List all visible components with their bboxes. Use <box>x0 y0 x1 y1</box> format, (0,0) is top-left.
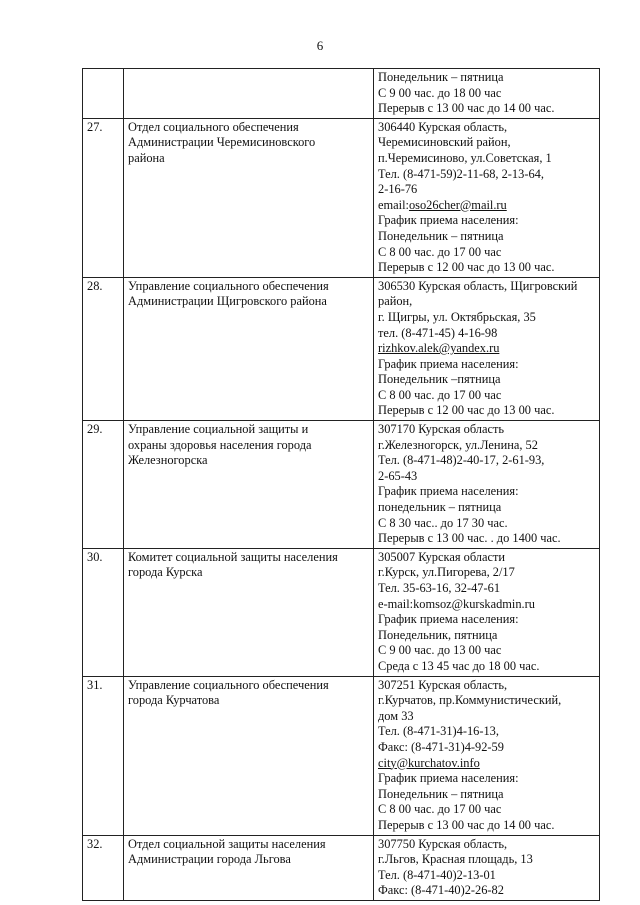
detail-line: Тел. 35-63-16, 32-47-61 <box>378 581 501 595</box>
detail-line: Тел. (8-471-31)4-16-13, <box>378 724 499 739</box>
detail-line: Факс: (8-471-31)4-92-59 <box>378 739 504 754</box>
detail-line: Тел. (8-471-48)2-40-17, 2-61-93, <box>378 453 545 468</box>
table-row <box>83 421 600 549</box>
table-row <box>83 548 600 676</box>
detail-line: г.Льгов, Красная площадь, 13 <box>378 852 533 867</box>
detail-line: 307750 Курская область, <box>378 836 508 851</box>
contact-details <box>374 69 600 119</box>
organization-name <box>124 118 374 277</box>
organization-name-line: Железногорска <box>128 453 208 468</box>
row-number: 32. <box>83 835 124 900</box>
detail-line: 2-65-43 <box>378 468 418 483</box>
detail-line: Факс: (8-471-40)2-26-82 <box>378 883 504 898</box>
organization-name <box>124 277 374 420</box>
organization-name-line: Управление социального обеспечения <box>128 677 329 692</box>
table-row <box>83 835 600 900</box>
contact-details <box>374 118 600 277</box>
detail-line: График приема населения: <box>378 771 519 786</box>
detail-line: Понедельник – пятница <box>378 70 504 84</box>
detail-line: дом 33 <box>378 708 414 723</box>
detail-line: Понедельник –пятница <box>378 372 501 387</box>
detail-line: С 8 00 час. до 17 00 час <box>378 387 502 402</box>
contact-details <box>374 835 600 900</box>
detail-line: г.Курчатов, пр.Коммунистический, <box>378 693 562 708</box>
row-number: 27. <box>83 118 124 277</box>
detail-line: Понедельник, пятница <box>378 627 498 642</box>
organization-name-line: города Курчатова <box>128 693 220 708</box>
organization-name-line: Комитет социальной защиты населения <box>128 549 338 564</box>
row-number: 29. <box>83 421 124 549</box>
organization-name <box>124 676 374 835</box>
organization-name-line: города Курска <box>128 565 203 580</box>
detail-line: 306530 Курская область, Щигровский <box>378 278 578 293</box>
detail-line: 306440 Курская область, <box>378 119 508 134</box>
detail-line: График приема населения: <box>378 484 519 499</box>
detail-line: Тел. (8-471-59)2-11-68, 2-13-64, <box>378 166 544 181</box>
detail-line: С 8 00 час. до 17 00 час <box>378 802 502 817</box>
organization-name-line: района <box>128 150 165 165</box>
directory-table <box>82 68 600 901</box>
organization-name-line: Отдел социального обеспечения <box>128 119 299 134</box>
detail-line: г.Железногорск, ул.Ленина, 52 <box>378 437 538 452</box>
detail-line: понедельник – пятница <box>378 500 502 515</box>
detail-line: 307170 Курская область <box>378 422 505 437</box>
organization-name-line: Отдел социальной защиты населения <box>128 836 326 851</box>
detail-line: Перерыв с 13 00 час до 14 00 час. <box>378 817 555 832</box>
detail-line: Понедельник – пятница <box>378 786 504 801</box>
row-number: 28. <box>83 277 124 420</box>
detail-line: Перерыв с 12 00 час до 13 00 час. <box>378 403 555 418</box>
row-number: 30. <box>83 548 124 676</box>
table-row <box>83 118 600 277</box>
detail-line: Среда с 13 45 час до 18 00 час. <box>378 658 540 673</box>
organization-name-line: Администрации Черемисиновского <box>128 135 316 150</box>
detail-line: С 8 00 час. до 17 00 час <box>378 244 502 259</box>
detail-line: тел. (8-471-45) 4-16-98 <box>378 325 498 340</box>
organization-name <box>124 835 374 900</box>
detail-line: С 9 00 час. до 18 00 час <box>378 85 502 100</box>
table-row <box>83 277 600 420</box>
organization-name <box>124 69 374 119</box>
email-link[interactable]: e-mail:komsoz@kurskadmin.ru <box>378 596 535 611</box>
detail-line: г.Курск, ул.Пигорева, 2/17 <box>378 565 515 580</box>
organization-name-line: Администрации Щигровского района <box>128 294 327 309</box>
detail-line: Понедельник – пятница <box>378 228 504 243</box>
email-link[interactable]: city@kurchatov.info <box>378 755 480 770</box>
detail-line: 2-16-76 <box>378 182 418 197</box>
detail-line: С 8 30 час.. до 17 30 час. <box>378 515 508 530</box>
detail-line: График приема населения: <box>378 213 519 228</box>
contact-details <box>374 548 600 676</box>
contact-details <box>374 277 600 420</box>
detail-line: График приема населения: <box>378 612 519 627</box>
organization-name-line: Управление социального обеспечения <box>128 278 329 293</box>
organization-name-line: Управление социальной защиты и <box>128 422 309 437</box>
detail-line: Перерыв с 13 00 час. . до 1400 час. <box>378 531 561 546</box>
detail-line: Перерыв с 12 00 час до 13 00 час. <box>378 260 555 275</box>
detail-line: п.Черемисиново, ул.Советская, 1 <box>378 150 552 165</box>
detail-line: Перерыв с 13 00 час до 14 00 час. <box>378 101 555 116</box>
table-row <box>83 69 600 119</box>
organization-name-line: Администрации города Льгова <box>128 852 291 867</box>
contact-details <box>374 421 600 549</box>
email-link[interactable]: rizhkov.alek@yandex.ru <box>378 341 500 356</box>
detail-line: г. Щигры, ул. Октябрьская, 35 <box>378 309 536 324</box>
email-link[interactable]: email:oso26cher@mail.ru <box>378 197 507 212</box>
page-number: 6 <box>316 38 324 53</box>
row-number <box>83 69 124 119</box>
contact-details <box>374 676 600 835</box>
table-body <box>83 69 600 901</box>
organization-name-line: охраны здоровья населения города <box>128 437 312 452</box>
table-row <box>83 676 600 835</box>
organization-name <box>124 548 374 676</box>
detail-line: район, <box>378 294 413 309</box>
detail-line: Черемисиновский район, <box>378 135 511 150</box>
detail-line: С 9 00 час. до 13 00 час <box>378 643 502 658</box>
detail-line: Тел. (8-471-40)2-13-01 <box>378 867 496 882</box>
row-number: 31. <box>83 676 124 835</box>
detail-line: 307251 Курская область, <box>378 677 508 692</box>
detail-line: График приема населения: <box>378 356 519 371</box>
detail-line: 305007 Курская области <box>378 549 506 564</box>
organization-name <box>124 421 374 549</box>
